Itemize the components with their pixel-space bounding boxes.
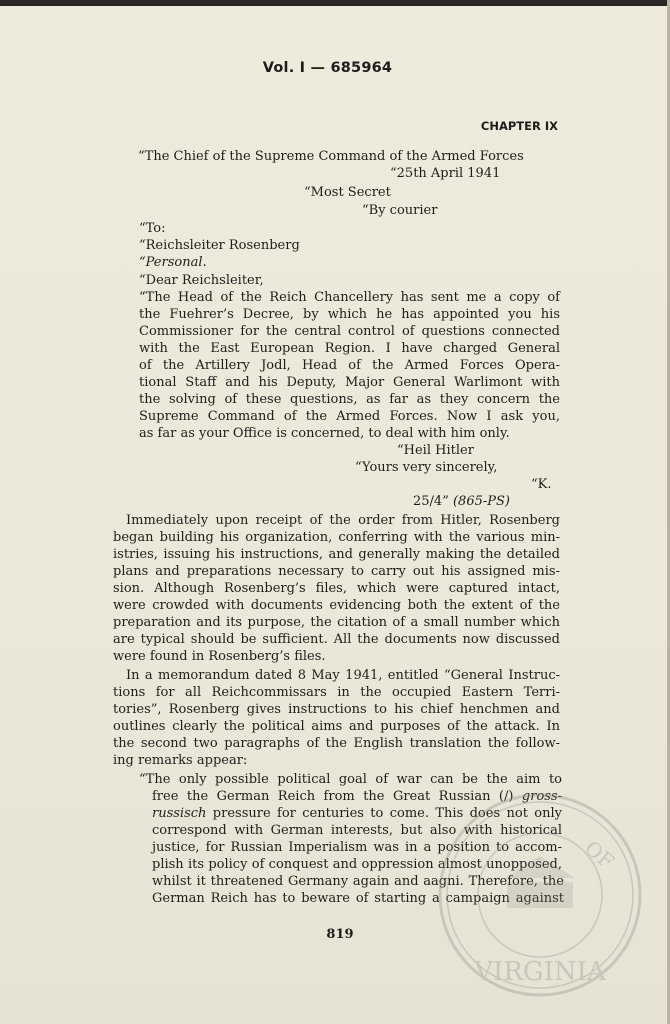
letter-body-line: as far as your Office is concerned, to deal with him only. [139,426,510,441]
paragraph-line: preparation and its purpose, the citation of a small number which [113,615,560,630]
paragraph-line: In a memorandum dated 8 May 1941, entitled “General Instruc- [126,668,560,683]
letter-body-line: the solving of these questions, as far as they concern the [139,392,560,407]
letter-body-line: the Fuehrer’s Decree, by which he has appointed you his [139,307,560,322]
letter-reference [413,493,510,510]
letter-body-line: “The Head of the Reich Chancellery has sent me a copy of [139,290,560,305]
chapter-heading: CHAPTER IX [480,119,558,133]
quote-line: whilst it threatened Germany again and aagni. Therefore, the [152,874,564,889]
letter-closing-heil: “Heil Hitler [397,443,474,458]
paragraph-line: are typical should be sufficient. All the documents now discussed [113,632,560,647]
letter-date: “25th April 1941 [390,166,501,181]
library-seal-watermark [435,790,645,1000]
reference-document: (865-PS) [452,494,510,509]
reference-date: 25/4” [413,494,449,509]
paragraph-line: Immediately upon receipt of the order from Hitler, Rosenberg [126,513,560,528]
letter-body-line: with the East European Region. I have charged General [139,341,560,356]
paragraph-line: outlines clearly the political aims and purposes of the attack. In [113,719,560,734]
svg-text:OF: OF [580,835,619,874]
letter-classification: “Most Secret [304,185,391,200]
paragraph-line: were found in Rosenberg’s files. [113,649,326,664]
letter-recipient: “Reichsleiter Rosenberg [139,238,300,253]
quote-line: justice, for Russian Imperialism was in a position to accom- [152,840,562,855]
quote-german-term: russisch [152,806,207,821]
paragraph-line: sion. Although Rosenberg’s files, which were captured intact, [113,581,560,596]
paragraph-line: ing remarks appear: [113,753,248,768]
paragraph-line: were crowded with documents evidencing both the extent of the [113,598,560,613]
svg-text:VIRGINIA: VIRGINIA [474,957,606,987]
letter-body-line: Commissioner for the central control of questions connected [139,324,560,339]
paragraph-line: began building his organization, conferring with the various min- [113,530,560,545]
quote-text: free the German Reich from the Great Russian (/) [152,789,514,804]
letter-from: “The Chief of the Supreme Command of the Armed Forces [138,149,524,164]
quote-text: pressure for centuries to come. This does not only [212,806,562,821]
quote-line: correspond with German interests, but also with historical [152,823,562,838]
quote-line: plish its policy of conquest and oppression almost unopposed, [152,857,562,872]
quote-german-term: gross- [521,789,563,804]
letter-salutation: “Dear Reichsleiter, [139,273,264,288]
letter-to-label: “To: [139,221,166,236]
paragraph-line: tories”, Rosenberg gives instructions to his chief henchmen and [113,702,560,717]
quote-line: German Reich has to beware of starting a campaign against [152,891,564,906]
page-number: 819 [326,927,354,942]
letter-closing-yours: “Yours very sincerely, [355,460,498,475]
paragraph-line: the second two paragraphs of the English translation the follow- [113,736,560,751]
letter-body-line: of the Artillery Jodl, Head of the Armed Forces Opera- [139,358,560,373]
quote-line: “The only possible political goal of war can be the aim to [139,772,562,787]
letter-body-line: tional Staff and his Deputy, Major General Warlimont with [139,375,560,390]
paragraph-line: plans and preparations necessary to carry out his assigned mis- [113,564,560,579]
letter-delivery: “By courier [362,203,438,218]
scan-edge-top [0,0,670,6]
volume-header: Vol. I — 685964 [262,60,393,76]
paragraph-line: tions for all Reichcommissars in the occupied Eastern Terri- [113,685,560,700]
letter-signature: “K. [531,477,552,492]
paragraph-line: istries, issuing his instructions, and generally making the detailed [113,547,560,562]
letter-body-line: Supreme Command of the Armed Forces. Now I ask you, [139,409,560,424]
letter-personal: “Personal. [139,255,207,270]
